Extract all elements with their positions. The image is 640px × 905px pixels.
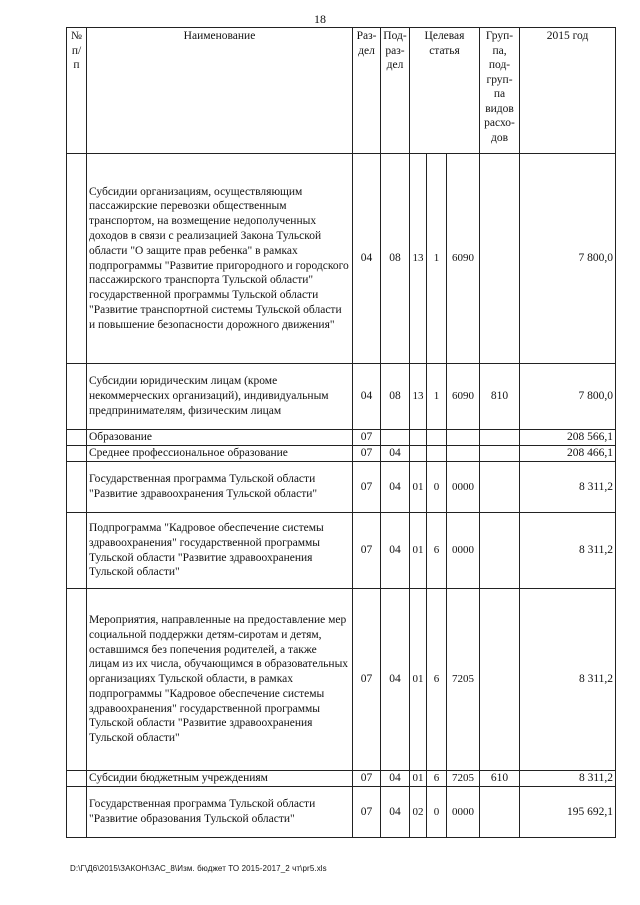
cell-target-2: 6: [427, 513, 447, 589]
header-name: Наименование: [87, 28, 353, 154]
cell-group: [480, 430, 520, 446]
footer-file-path: D:\Г\Д6\2015\ЗАКОН\ЗАС_8\Изм. бюджет ТО 2015-2017_2 чт\pr5.xls: [70, 864, 327, 873]
cell-amount: 8 311,2: [520, 462, 616, 513]
cell-group: [480, 462, 520, 513]
cell-section: 07: [353, 589, 381, 771]
cell-section: 07: [353, 513, 381, 589]
cell-num: [67, 513, 87, 589]
cell-target-3: 7205: [447, 771, 480, 787]
cell-amount: 8 311,2: [520, 771, 616, 787]
budget-table: [66, 27, 616, 838]
cell-section: 07: [353, 430, 381, 446]
table-row: [67, 589, 616, 771]
cell-target-3: 6090: [447, 364, 480, 430]
cell-num: [67, 787, 87, 838]
cell-name: Субсидии бюджетным учреждениям: [87, 771, 353, 787]
cell-target-1: 01: [410, 589, 427, 771]
header-group: Груп-па, под-груп-па видов расхо-дов: [480, 28, 520, 154]
cell-target-1: 02: [410, 787, 427, 838]
cell-num: [67, 430, 87, 446]
table-row: [67, 771, 616, 787]
cell-target-1: 01: [410, 462, 427, 513]
page-number: 18: [314, 12, 326, 26]
cell-name: Государственная программа Тульской области "Развитие образования Тульской области": [87, 787, 353, 838]
cell-group: [480, 446, 520, 462]
cell-num: [67, 462, 87, 513]
cell-target-2: [427, 430, 447, 446]
cell-subsection: 04: [381, 771, 410, 787]
cell-target-1: [410, 430, 427, 446]
cell-name: Государственная программа Тульской области "Развитие здравоохранения Тульской области": [87, 462, 353, 513]
cell-group: 610: [480, 771, 520, 787]
cell-target-3: [447, 430, 480, 446]
cell-target-2: 6: [427, 589, 447, 771]
cell-target-2: 6: [427, 771, 447, 787]
table-row: [67, 787, 616, 838]
cell-target-3: 6090: [447, 154, 480, 364]
cell-subsection: [381, 430, 410, 446]
cell-target-2: 1: [427, 154, 447, 364]
table-row: [67, 462, 616, 513]
table-row: [67, 364, 616, 430]
cell-name: Субсидии юридическим лицам (кроме некоммерческих организаций), индивидуальным предпринимателям, физическим лицам: [87, 364, 353, 430]
cell-group: [480, 154, 520, 364]
cell-amount: 8 311,2: [520, 513, 616, 589]
cell-subsection: 04: [381, 787, 410, 838]
cell-name: Мероприятия, направленные на предоставление мер социальной поддержки детям-сиротам и детям, оставшимся без попечения родителей, а также лицам из их числа, обучающимся в образовательных организациях Тульской области, в рамках подпрограммы "Кадровое обеспечение системы здравоохранения" государственной программы Тульской области "Развитие здравоохранения Тульской области": [87, 589, 353, 771]
cell-target-2: 1: [427, 364, 447, 430]
cell-num: [67, 154, 87, 364]
cell-num: [67, 589, 87, 771]
cell-target-1: [410, 446, 427, 462]
cell-group: 810: [480, 364, 520, 430]
header-num: № п/п: [67, 28, 87, 154]
cell-subsection: 04: [381, 446, 410, 462]
header-section: Раз-дел: [353, 28, 381, 154]
table-header-row: [67, 28, 616, 154]
header-subsection: Под-раз-дел: [381, 28, 410, 154]
cell-subsection: 04: [381, 462, 410, 513]
cell-amount: 7 800,0: [520, 364, 616, 430]
cell-amount: 208 466,1: [520, 446, 616, 462]
cell-name: Субсидии организациям, осуществляющим пассажирские перевозки общественным транспортом, на возмещение недополученных доходов в связи с реализацией Закона Тульской области "О защите прав ребенка" в рамках подпрограммы "Развитие пригородного и городского пассажирского транспорта Тульской области" государственной программы Тульской области "Развитие транспортной системы Тульской области и повышение безопасности дорожного движения": [87, 154, 353, 364]
header-target-item: Целевая статья: [410, 28, 480, 154]
cell-section: 07: [353, 462, 381, 513]
cell-name: Подпрограмма "Кадровое обеспечение системы здравоохранения" государственной программы Тульской области "Развитие здравоохранения Тульской области": [87, 513, 353, 589]
cell-target-1: 01: [410, 513, 427, 589]
cell-target-1: 01: [410, 771, 427, 787]
cell-num: [67, 446, 87, 462]
cell-target-1: 13: [410, 364, 427, 430]
cell-target-3: 0000: [447, 513, 480, 589]
cell-subsection: 08: [381, 154, 410, 364]
table-row: [67, 154, 616, 364]
header-year: 2015 год: [520, 28, 616, 154]
table-row: [67, 446, 616, 462]
cell-target-3: 7205: [447, 589, 480, 771]
cell-target-2: 0: [427, 787, 447, 838]
cell-section: 04: [353, 364, 381, 430]
cell-group: [480, 589, 520, 771]
table-row: [67, 430, 616, 446]
cell-section: 07: [353, 771, 381, 787]
cell-target-3: 0000: [447, 462, 480, 513]
cell-section: 07: [353, 446, 381, 462]
cell-subsection: 04: [381, 513, 410, 589]
cell-amount: 7 800,0: [520, 154, 616, 364]
cell-num: [67, 364, 87, 430]
cell-amount: 208 566,1: [520, 430, 616, 446]
cell-amount: 8 311,2: [520, 589, 616, 771]
cell-num: [67, 771, 87, 787]
cell-target-2: 0: [427, 462, 447, 513]
cell-target-3: [447, 446, 480, 462]
table-row: [67, 513, 616, 589]
cell-section: 04: [353, 154, 381, 364]
cell-target-2: [427, 446, 447, 462]
cell-group: [480, 787, 520, 838]
cell-target-3: 0000: [447, 787, 480, 838]
cell-name: Среднее профессиональное образование: [87, 446, 353, 462]
cell-subsection: 08: [381, 364, 410, 430]
cell-section: 07: [353, 787, 381, 838]
cell-name: Образование: [87, 430, 353, 446]
cell-amount: 195 692,1: [520, 787, 616, 838]
cell-subsection: 04: [381, 589, 410, 771]
cell-group: [480, 513, 520, 589]
cell-target-1: 13: [410, 154, 427, 364]
